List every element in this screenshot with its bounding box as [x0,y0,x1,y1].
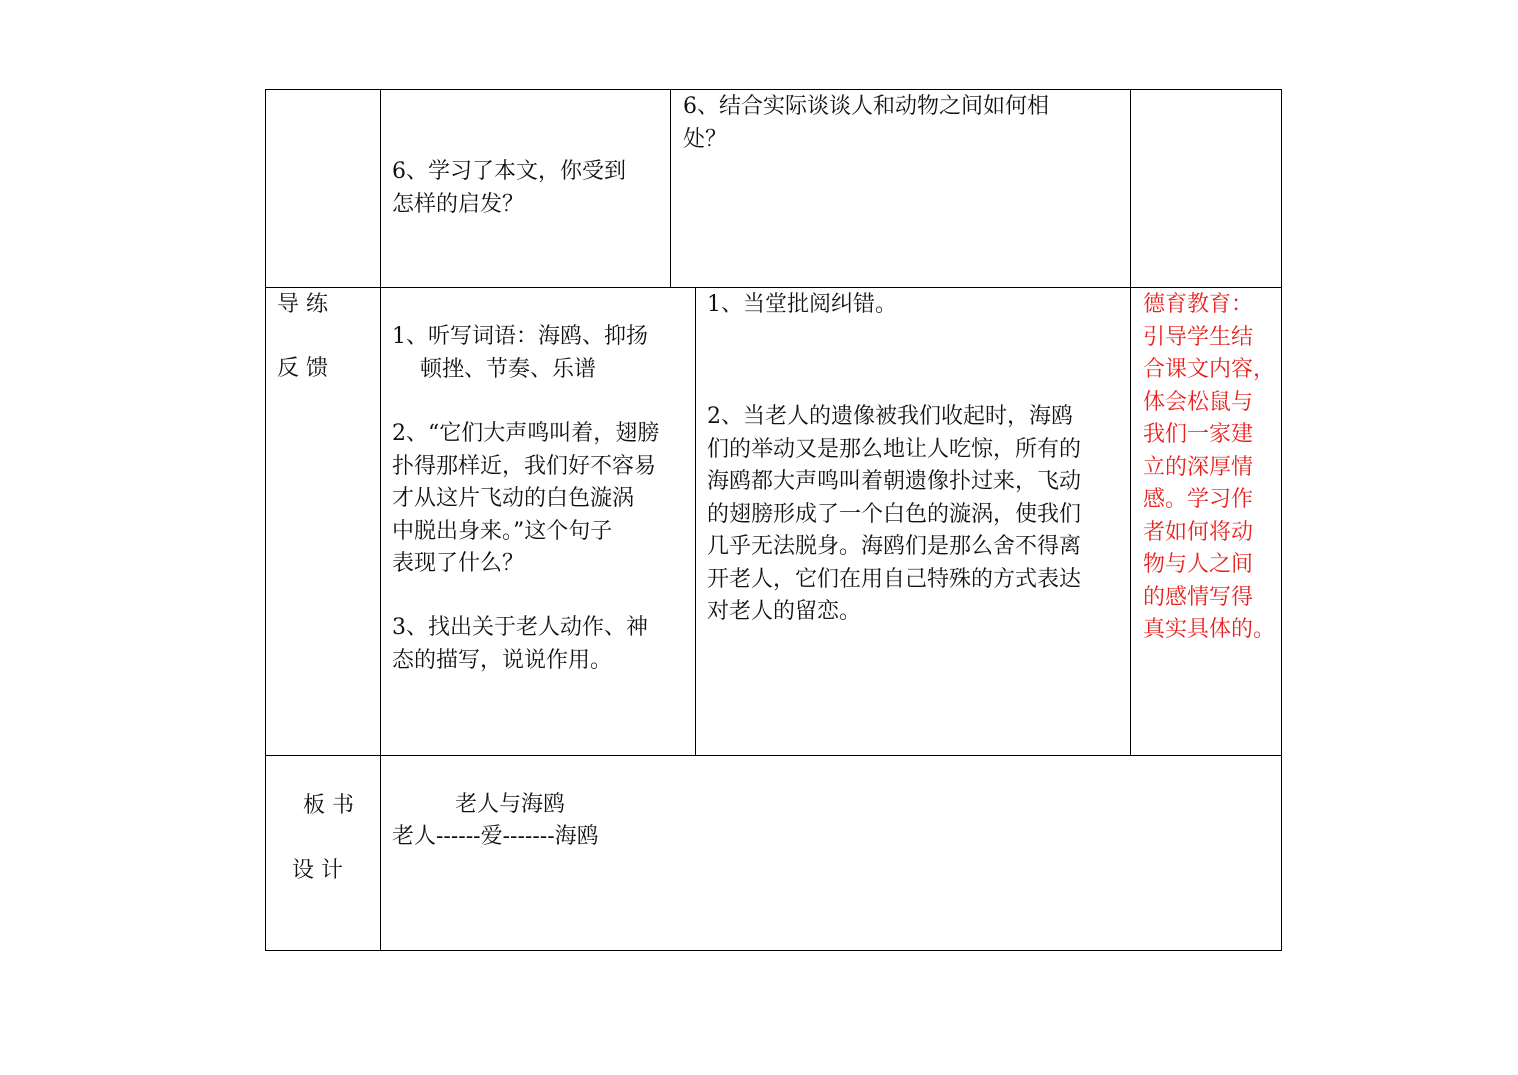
row2-label-bottom: 反 馈 [277,356,328,381]
exercise-item-1: 1、听写词语：海鸥、抑扬 顿挫、节奏、乐谱 [392,324,648,382]
board-design-diagram: 老人------爱-------海鸥 [392,824,599,849]
feedback-item-2: 2、当老人的遗像被我们收起时，海鸥 们的举动又是那么地让人吃惊，所有的 海鸥都大声鸣叫着朝遗像扑过来，飞动 的翅膀形成了一个白色的漩涡，使我们 几乎无法脱身。海鸥们是那么舍不得离 开老人，它们在用自己特殊的方式表达 对老人的留恋。 [707,404,1082,624]
board-design-title: 老人与海鸥 [455,792,566,817]
row-divider-2 [265,755,1282,756]
feedback-item-1: 1、当堂批阅纠错。 [707,292,897,317]
note-column-divider [1130,89,1131,755]
row1-mid-divider [670,89,671,287]
row1-student-question: 6、学习了本文，你受到 怎样的启发？ [392,159,626,217]
moral-education-note: 德育教育： 引导学生结 合课文内容， 体会松鼠与 我们一家建 立的深厚情 感。学习作 者如何将动 物与人之间 的感情写得 真实具体的。 [1143,292,1276,642]
table-border-bottom [265,950,1282,951]
row3-label-top: 板 书 [303,793,354,818]
row3-label-bottom: 设 计 [292,858,343,883]
exercise-item-3: 3、找出关于老人动作、神 态的描写，说说作用。 [392,615,648,673]
table-border-left [265,89,266,951]
exercise-item-2: 2、“它们大声鸣叫着，翅膀 扑得那样近，我们好不容易 才从这片飞动的白色漩涡 中脱出身来。”这个句子 表现了什么？ [392,421,660,576]
table-border-right [1281,89,1282,951]
label-column-divider [380,89,381,951]
row1-teacher-question: 6、结合实际谈谈人和动物之间如何相 处？ [683,94,1049,152]
row2-label-top: 导 练 [277,292,328,317]
row2-mid-divider [695,287,696,755]
